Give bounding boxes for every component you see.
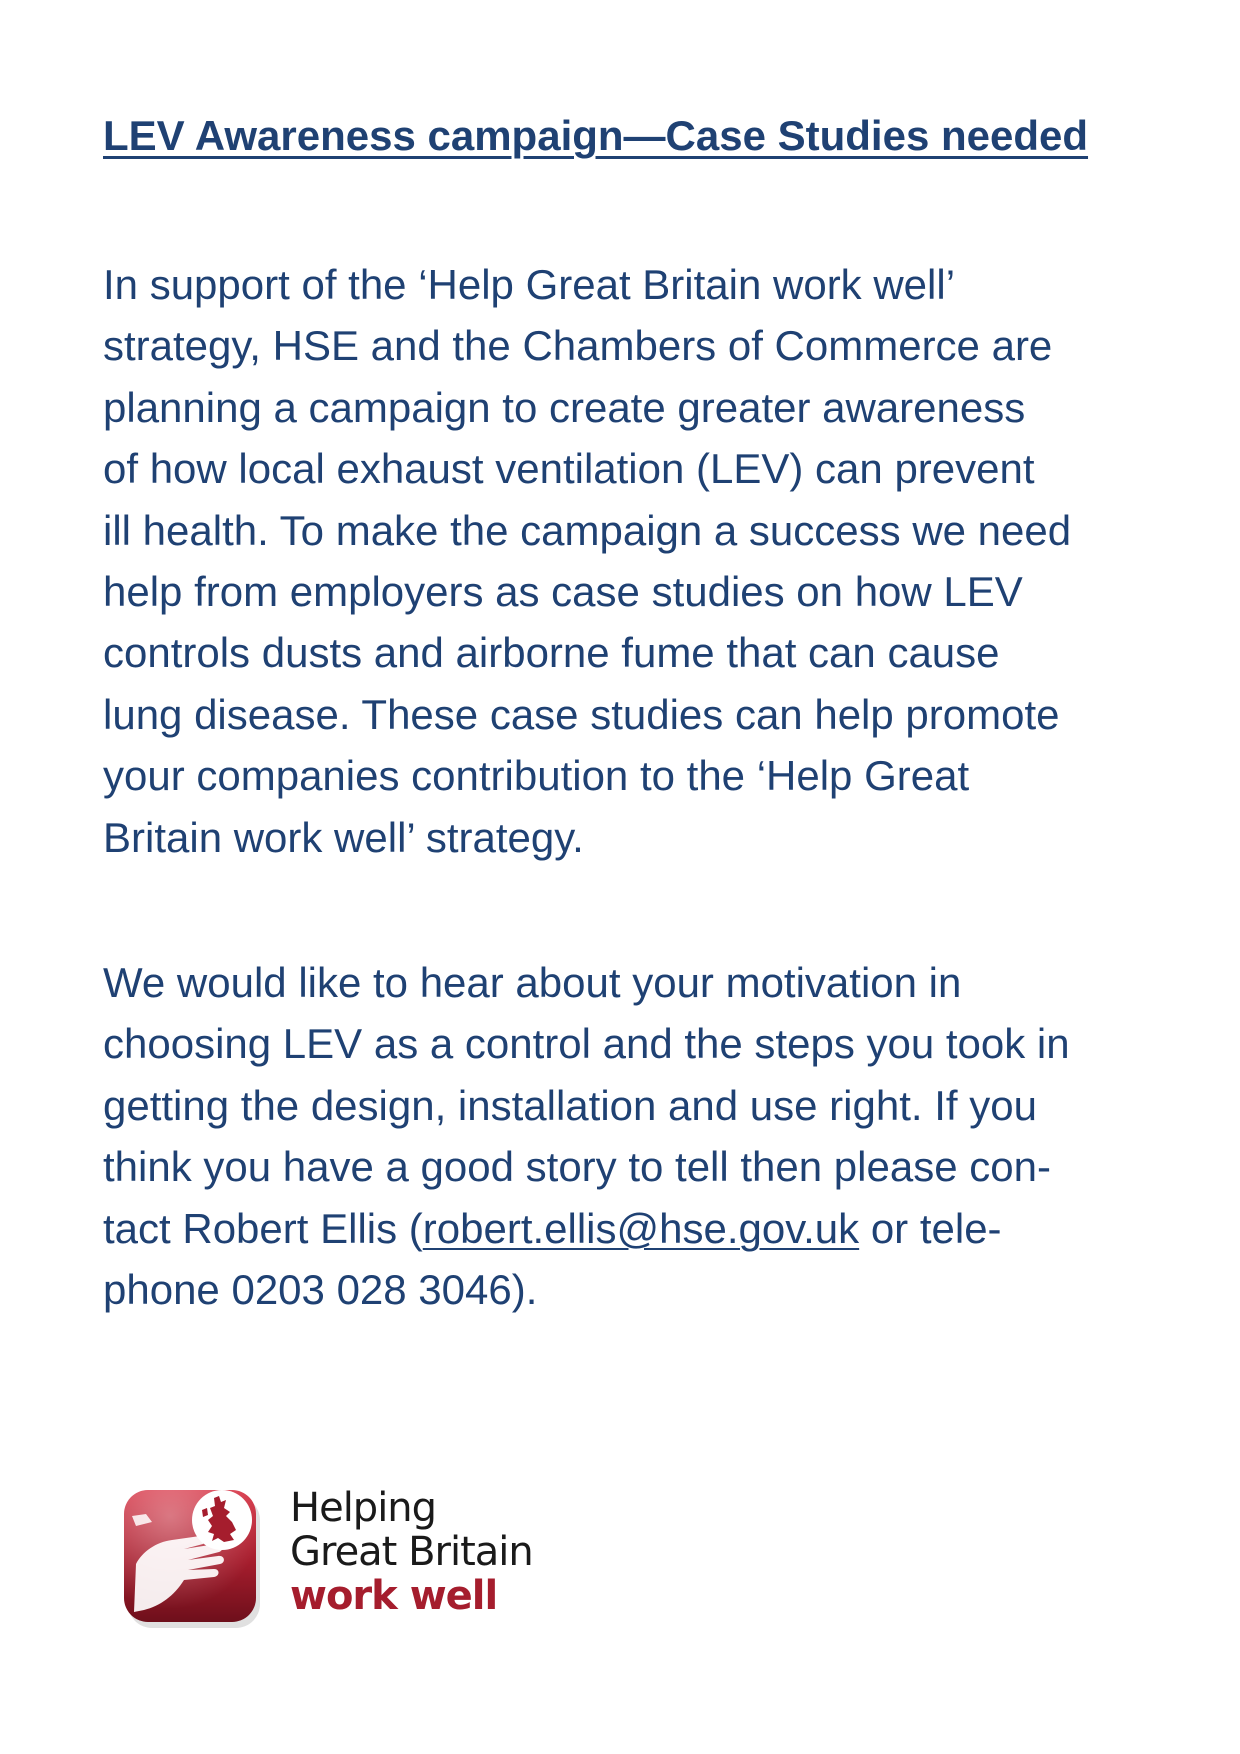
helping-great-britain-logo	[122, 1486, 562, 1646]
paragraph-line: strategy, HSE and the Chambers of Commerce are	[103, 322, 1053, 370]
contact-line	[103, 1198, 1153, 1259]
paragraph-line: choosing LEV as a control and the steps you took in	[103, 1020, 1070, 1068]
paragraph-line: think you have a good story to tell then please con-	[103, 1143, 1051, 1191]
page-title: LEV Awareness campaign—Case Studies needed	[103, 112, 1089, 159]
paragraph-line: help from employers as case studies on how LEV	[103, 568, 1023, 616]
paragraph-line: getting the design, installation and use right. If you	[103, 1081, 1037, 1129]
paragraph-line: planning a campaign to create greater awareness	[103, 383, 1026, 431]
logo-wordmark	[290, 1486, 533, 1618]
paragraph-line: of how local exhaust ventilation (LEV) can prevent	[103, 445, 1035, 493]
intro-paragraph	[103, 254, 1153, 868]
hand-with-britain-map-icon	[122, 1486, 267, 1631]
logo-line-great-britain: Great Britain	[290, 1529, 533, 1575]
paragraph-line: controls dusts and airborne fume that can cause	[103, 629, 1000, 677]
logo-line-helping: Helping	[290, 1485, 437, 1531]
paragraph-line: In support of the ‘Help Great Britain work well’	[103, 261, 956, 308]
email-link[interactable]: robert.ellis@hse.gov.uk	[422, 1204, 860, 1252]
contact-line-prefix: tact Robert Ellis (	[103, 1204, 423, 1252]
paragraph-line: lung disease. These case studies can help promote	[103, 690, 1060, 738]
paragraph-line: We would like to hear about your motivation in	[103, 959, 962, 1006]
paragraph-line: ill health. To make the campaign a success we need	[103, 506, 1072, 554]
contact-paragraph	[103, 952, 1153, 1320]
paragraph-line: Britain work well’ strategy.	[103, 813, 584, 861]
logo-line-work-well: work well	[290, 1573, 498, 1619]
paragraph-line: phone 0203 028 3046).	[103, 1266, 538, 1314]
contact-line-suffix: or tele-	[859, 1204, 1002, 1252]
paragraph-line: your companies contribution to the ‘Help Great	[103, 752, 970, 800]
